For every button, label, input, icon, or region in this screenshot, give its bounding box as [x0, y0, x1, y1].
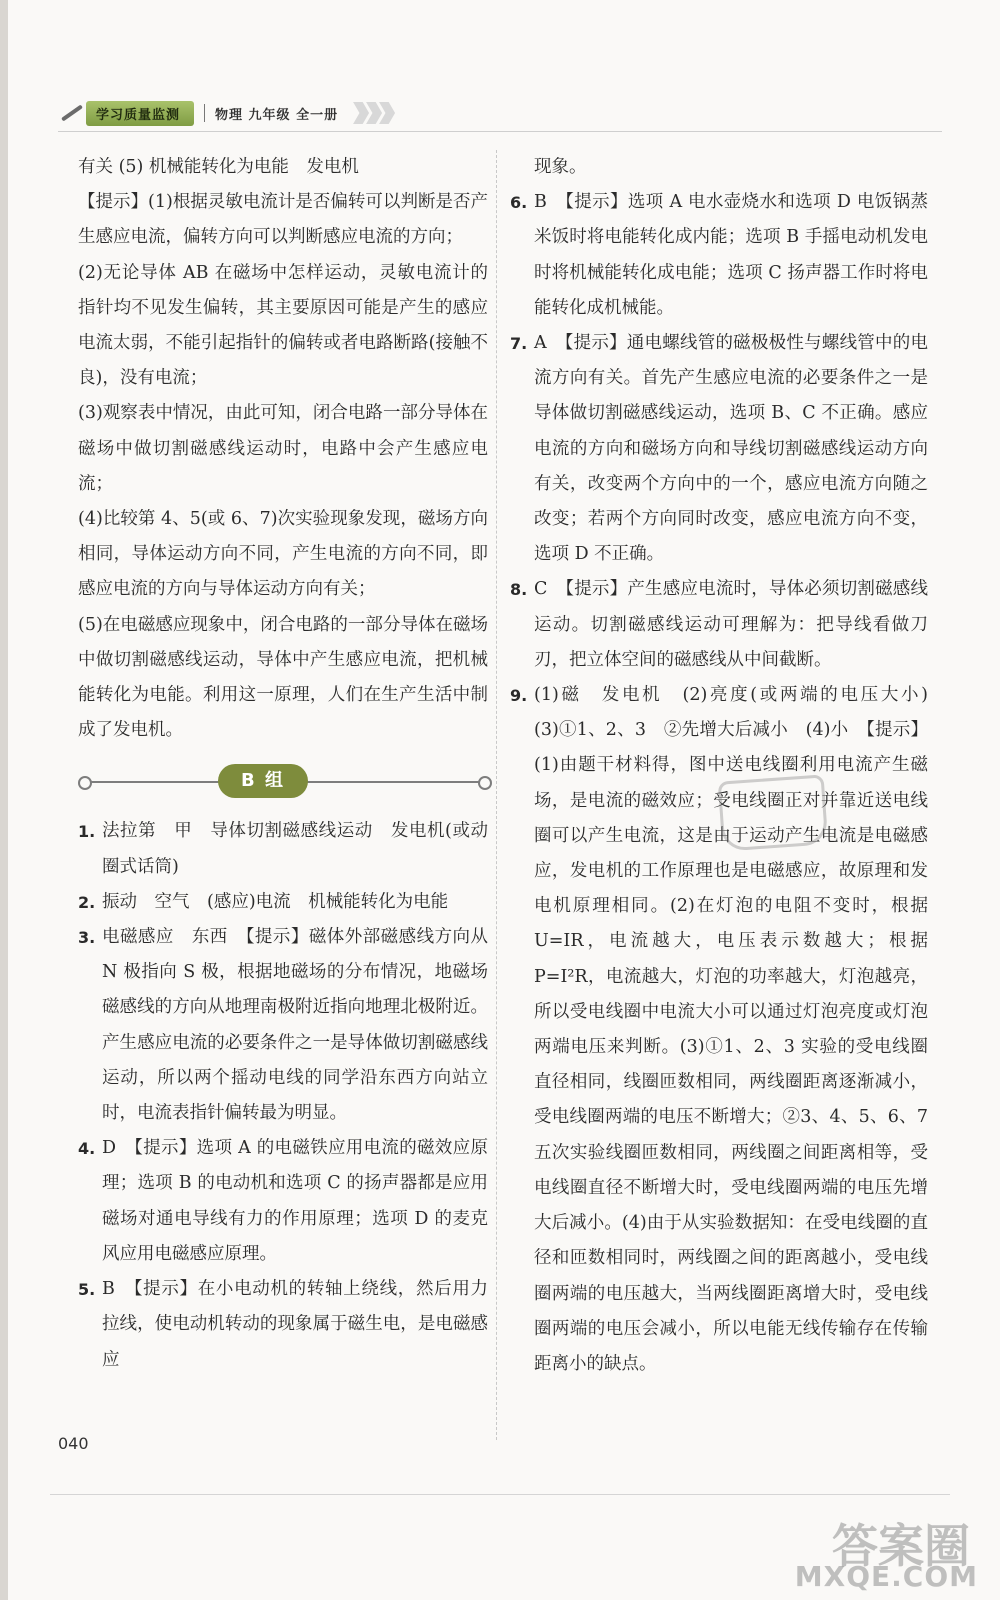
item-text: 法拉第 甲 导体切割磁感线运动 发电机(或动圈式话筒)	[102, 821, 488, 877]
page-header	[58, 96, 395, 130]
item-text: (1)磁 发电机 (2)亮度(或两端的电压大小) (3)①1、2、3 ②先增大后减小 (4)小 【提示】(1)由题干材料得，图中送电线圈利用电流产生磁场，是电流的磁效应；受电线圈正对并靠近送电线圈可以产生电流，这是由于运动产生电流是电磁感应，发电机的工作原理也是电磁感应，故原理和发电机原理相同。(2)在灯泡的电阻不变时，根据 U=IR，电流越大，电压表示数越大；根据 P=I²R，电流越大，灯泡的功率越大，灯泡越亮，所以受电线圈中电流大小可以通过灯泡亮度或灯泡两端电压来判断。(3)①1、2、3 实验的受电线圈直径相同，线圈匝数相同，两线圈距离逐渐减小，受电线圈两端的电压不断增大；②3、4、5、6、7 五次实验线圈匝数相同，两线圈之间距离相等，受电线圈直径不断增大时，受电线圈两端的电压先增大后减小。(4)由于从实验数据知：在受电线圈的直径和匝数相同时，两线圈之间的距离越小，受电线圈两端的电压越大，当两线圈距离增大时，受电线圈两端的电压会减小，所以电能无线传输存在传输距离小的缺点。	[534, 685, 946, 1374]
item-number: 6.	[510, 193, 528, 213]
item-number: 5.	[78, 1280, 96, 1300]
item-number: 8.	[510, 580, 528, 600]
answer-continuation: 有关 (5) 机械能转化为电能 发电机	[78, 157, 359, 177]
answer-item	[510, 678, 946, 1382]
answer-item	[78, 1272, 488, 1378]
item-text: 振动 空气 (感应)电流 机械能转化为电能	[102, 891, 449, 912]
item-text: 电磁感应 东西 【提示】磁体外部磁感线方向从 N 极指向 S 极，根据地磁场的分布情况，地磁场磁感线的方向从地理南极附近指向地理北极附近。产生感应电流的必要条件之一是导体做切割磁感线运动，所以两个摇动电线的同学沿东西方向站立时，电流表指针偏转最为明显。	[102, 927, 488, 1124]
right-column	[510, 150, 946, 1382]
answer-item	[510, 185, 928, 326]
answer-continuation: 现象。	[534, 157, 587, 177]
item-text: C 【提示】产生感应电流时，导体必须切割磁感线运动。切割磁感线运动可理解为：把导线看做刀刃，把立体空间的磁感线从中间截断。	[534, 579, 928, 670]
item-number: 3.	[78, 928, 96, 948]
watermark-logo: 答案圈	[832, 1519, 970, 1573]
item-number: 9.	[510, 686, 528, 706]
item-text: B 【提示】在小电动机的转轴上绕线，然后用力拉线，使电动机转动的现象属于磁生电，是电磁感应	[102, 1279, 488, 1370]
header-separator	[204, 104, 205, 122]
page-edge-shadow	[0, 0, 8, 1600]
item-text: D 【提示】选项 A 的电磁铁应用电流的磁效应原理；选项 B 的电动机和选项 C 的扬声器都是应用磁场对通电导线有力的作用原理；选项 D 的麦克风应用电磁感应原理。	[102, 1138, 488, 1264]
watermark-url: MXQE.COM	[794, 1560, 978, 1593]
item-text: B 【提示】选项 A 电水壶烧水和选项 D 电饭锅蒸米饭时将电能转化成内能；选项 B 手摇电动机发电时将机械能转化成电能；选项 C 扬声器工作时将电能转化成机械能。	[534, 192, 928, 318]
hint-paragraph-1: 【提示】(1)根据灵敏电流计是否偏转可以判断是否产生感应电流，偏转方向可以判断感应电流的方向；	[78, 192, 488, 248]
chevron-arrows-icon	[356, 102, 395, 124]
item-number: 4.	[78, 1139, 96, 1159]
item-number: 2.	[78, 892, 96, 912]
answer-item	[78, 920, 488, 1131]
answer-item	[510, 572, 928, 678]
item-number: 1.	[78, 822, 96, 842]
hint-paragraph-4: (4)比较第 4、5(或 6、7)次实验现象发现，磁场方向相同，导体运动方向不同，产生电流的方向不同，即感应电流的方向与导体运动方向有关；	[78, 509, 488, 600]
answer-item	[78, 1131, 488, 1272]
hint-paragraph-5: (5)在电磁感应现象中，闭合电路的一部分导体在磁场中做切割磁感线运动，导体中产生感应电流，把机械能转化为电能。利用这一原理，人们在生产生活中制成了发电机。	[78, 614, 488, 741]
hint-paragraph-2: (2)无论导体 AB 在磁场中怎样运动，灵敏电流计的指针均不见发生偏转，其主要原因可能是产生的感应电流太弱，不能引起指针的偏转或者电路断路(接触不良)，没有电流；	[78, 262, 488, 389]
group-b-label: B 组	[218, 764, 308, 798]
subject-label: 物理 九年级 全一册	[215, 107, 339, 123]
item-text: A 【提示】通电螺线管的磁极极性与螺线管中的电流方向有关。首先产生感应电流的必要条件之一是导体做切割磁感线运动，选项 B、C 不正确。感应电流的方向和磁场方向和导线切割磁感线运动方向有关，改变两个方向中的一个，感应电流方向随之改变；若两个方向同时改变，感应电流方向不变，选项 D 不正确。	[534, 333, 928, 565]
column-divider	[496, 150, 497, 1440]
left-column	[78, 150, 488, 1378]
footer-rule	[50, 1494, 950, 1495]
series-badge: 学习质量监测	[86, 101, 194, 126]
header-rule	[58, 131, 942, 132]
faint-stamp-mark	[718, 774, 829, 851]
page-number: 040	[58, 1434, 89, 1453]
answer-item	[78, 885, 488, 920]
group-b-banner	[78, 754, 488, 808]
item-number: 7.	[510, 334, 528, 354]
pen-icon	[58, 101, 82, 125]
answer-item	[78, 814, 488, 884]
hint-paragraph-3: (3)观察表中情况，由此可知，闭合电路一部分导体在磁场中做切割磁感线运动时，电路中会产生感应电流；	[78, 403, 488, 494]
answer-item	[510, 326, 928, 572]
